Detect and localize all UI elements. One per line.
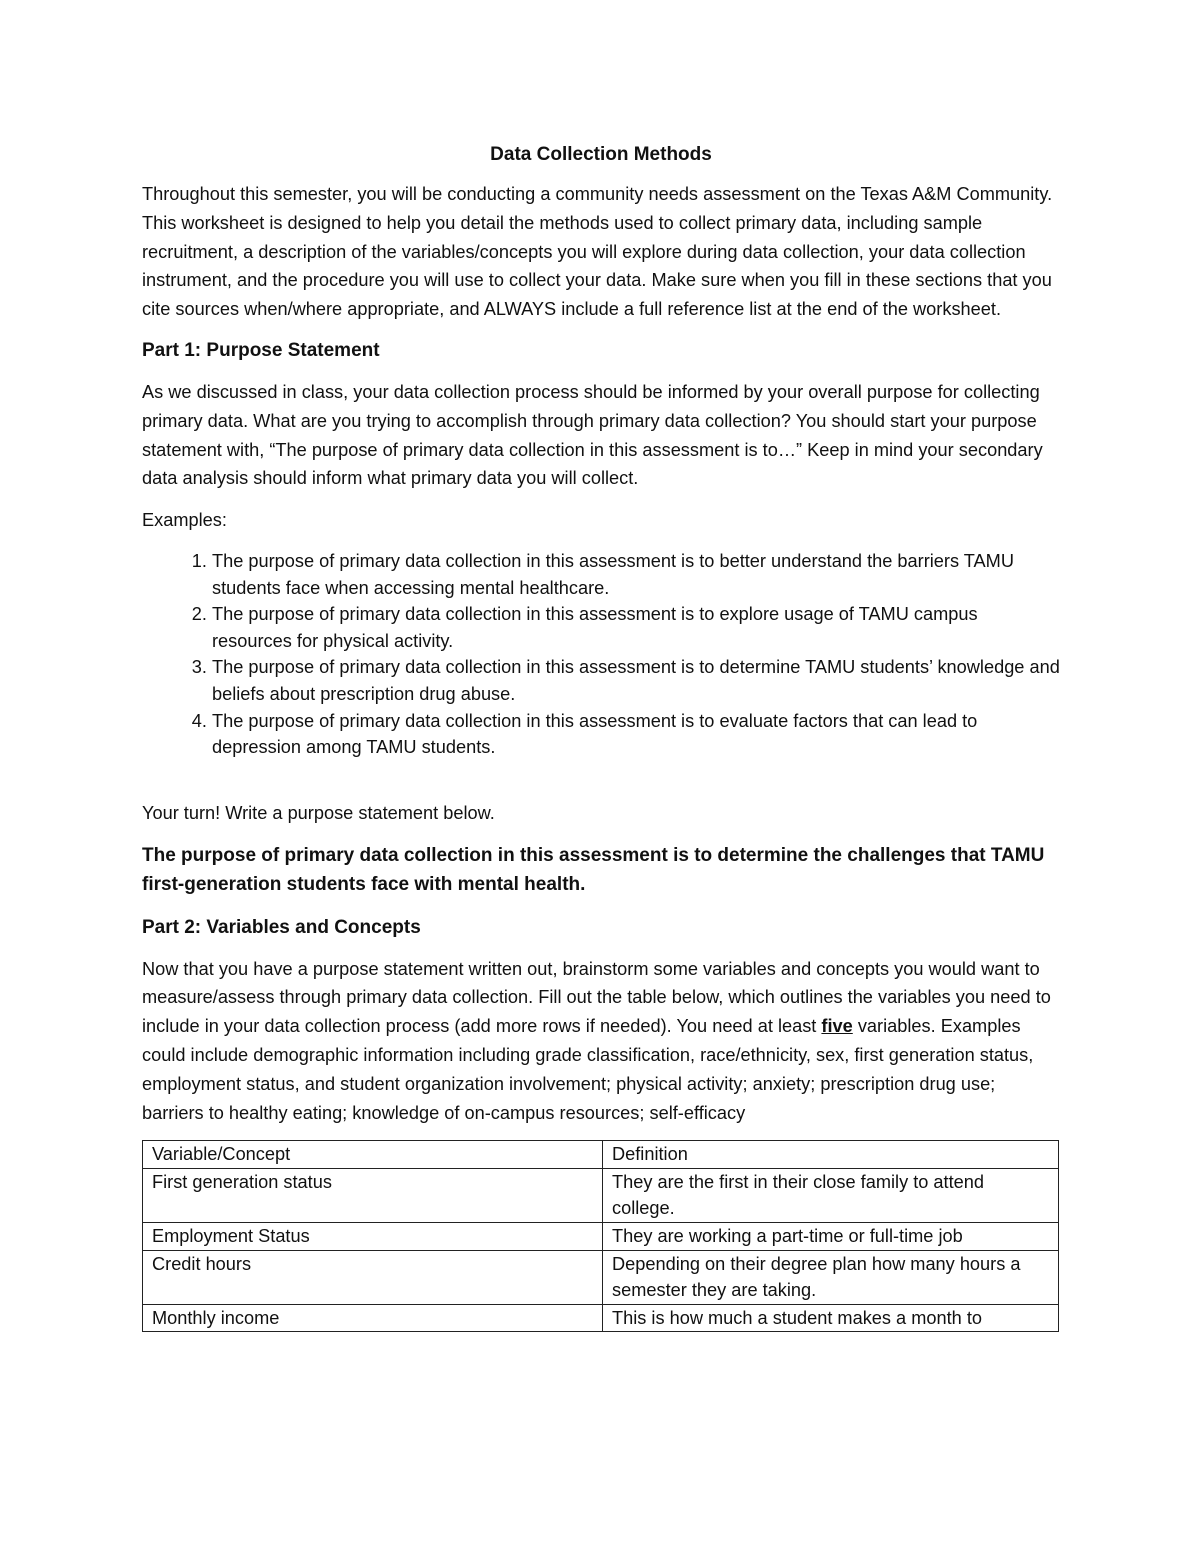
purpose-prompt: Your turn! Write a purpose statement below. bbox=[142, 802, 495, 823]
variable-cell: Monthly income bbox=[143, 1304, 603, 1332]
purpose-answer: The purpose of primary data collection in this assessment is to determine the challenges that TAMU first-generation students face with mental health. bbox=[142, 844, 1045, 895]
table-row bbox=[143, 1304, 1059, 1332]
document-title: Data Collection Methods bbox=[490, 144, 712, 165]
variable-cell: Employment Status bbox=[143, 1223, 603, 1251]
definition-cell: Depending on their degree plan how many hours a semester they are taking. bbox=[603, 1250, 1059, 1304]
variable-cell: Credit hours bbox=[143, 1250, 603, 1304]
table-row bbox=[143, 1250, 1059, 1304]
part2-text-before: Now that you have a purpose statement written out, brainstorm some variables and concepts you would want to measure/assess through primary data collection. Fill out the table below, which outlines the variables you need to include in your data collection process (add more rows if needed). You need at least bbox=[142, 958, 1051, 1037]
header-variable: Variable/Concept bbox=[143, 1141, 603, 1169]
example-item: 1. The purpose of primary data collection in this assessment is to better understand the barriers TAMU students face when accessing mental healthcare. bbox=[212, 548, 1060, 601]
variables-table bbox=[142, 1140, 1059, 1332]
example-item: 3. The purpose of primary data collection in this assessment is to determine TAMU students’ knowledge and beliefs about prescription drug abuse. bbox=[212, 654, 1060, 707]
table-header-row bbox=[143, 1141, 1059, 1169]
intro-paragraph: Throughout this semester, you will be conducting a community needs assessment on the Texas A&M Community. This worksheet is designed to help you detail the methods used to collect primary data, including sample recruitment, a description of the variables/concepts you will explore during data collection, your data collection instrument, and the procedure you will use to collect your data. Make sure when you fill in these sections that you cite sources when/where appropriate, and ALWAYS include a full reference list at the end of the worksheet. bbox=[142, 184, 1053, 320]
emphasis-five: five bbox=[821, 1016, 853, 1037]
table-row bbox=[143, 1168, 1059, 1222]
part1-heading: Part 1: Purpose Statement bbox=[142, 339, 380, 361]
definition-cell: This is how much a student makes a month to bbox=[603, 1304, 1059, 1332]
part1-paragraph: As we discussed in class, your data collection process should be informed by your overall purpose for collecting primary data. What are you trying to accomplish through primary data collection? You should start your purpose statement with, “The purpose of primary data collection in this assessment is to…” Keep in mind your secondary data analysis should inform what primary data you will collect. bbox=[142, 381, 1043, 489]
examples-label: Examples: bbox=[142, 510, 227, 531]
table-row bbox=[143, 1223, 1059, 1251]
part2-text-after: variables. Examples could include demographic information including grade classification, race/ethnicity, sex, first generation status, employment status, and student organization involvement; physical activity; anxiety; prescription drug use; barriers to healthy eating; knowledge of on-campus resources; self-efficacy bbox=[142, 1016, 1034, 1123]
examples-list bbox=[142, 548, 1060, 761]
worksheet bbox=[142, 140, 1060, 1332]
example-item: 2. The purpose of primary data collection in this assessment is to explore usage of TAMU campus resources for physical activity. bbox=[212, 601, 1060, 654]
header-definition: Definition bbox=[603, 1141, 1059, 1169]
part2-heading: Part 2: Variables and Concepts bbox=[142, 916, 421, 938]
variable-cell: First generation status bbox=[143, 1168, 603, 1222]
example-item: 4. The purpose of primary data collection in this assessment is to evaluate factors that can lead to depression among TAMU students. bbox=[212, 708, 1060, 761]
definition-cell: They are working a part-time or full-time job bbox=[603, 1223, 1059, 1251]
part2-paragraph bbox=[142, 955, 1060, 1128]
definition-cell: They are the first in their close family to attend college. bbox=[603, 1168, 1059, 1222]
